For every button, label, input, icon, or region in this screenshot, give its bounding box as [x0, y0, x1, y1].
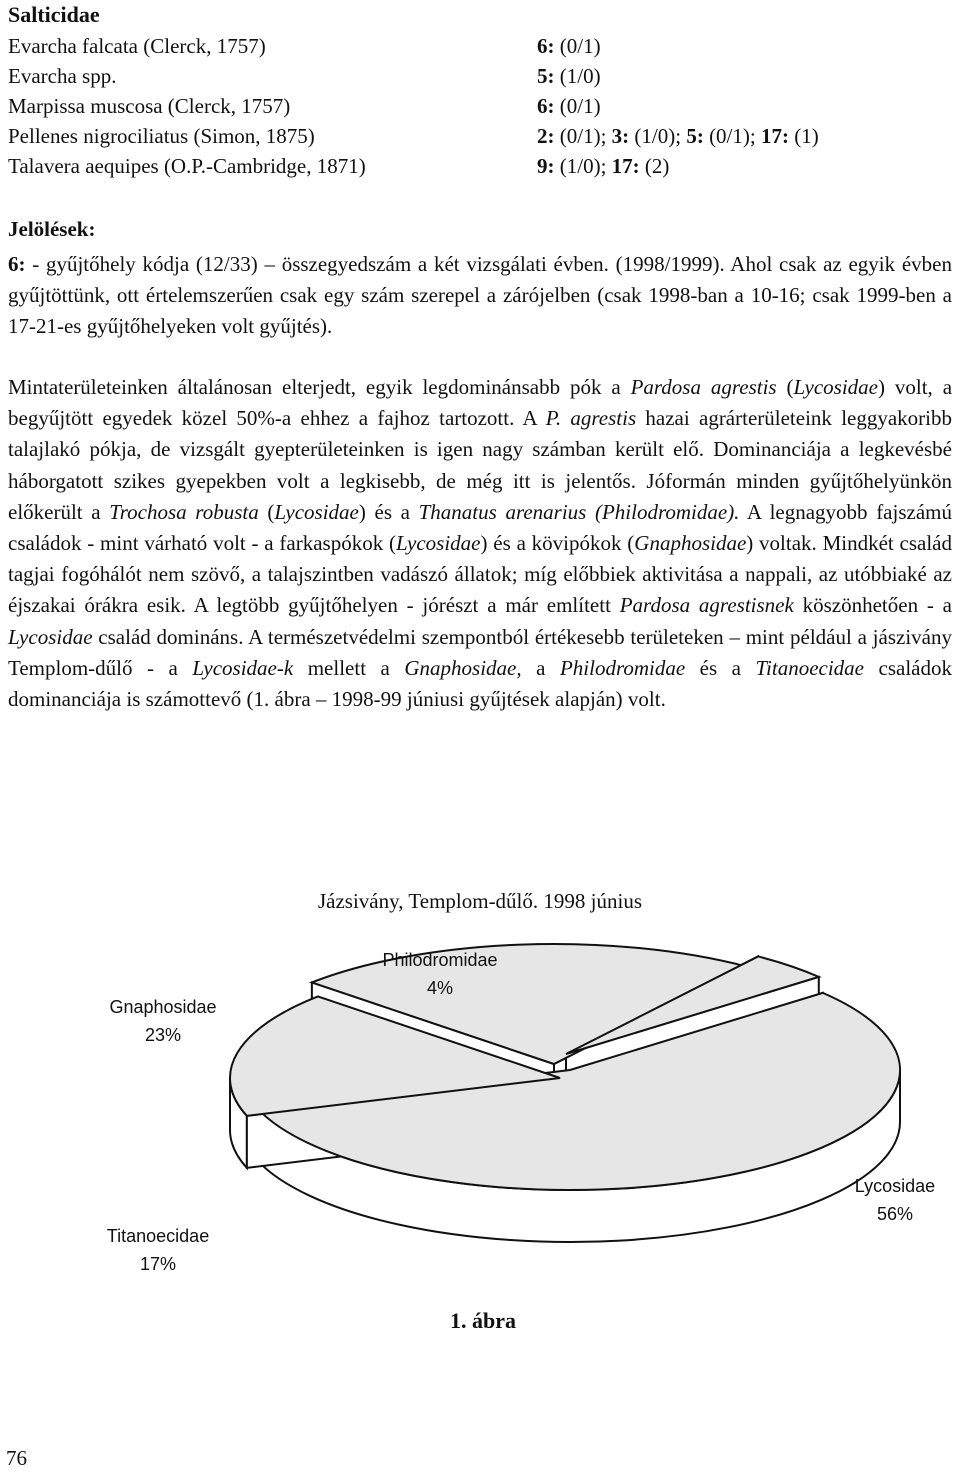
text-run: hazai agrárterületeink leggyakoribb talajlakó pókja, de vizsgált gyepterületeinken is igen nagy számban került elő. Dominanciája a legkevésbé háborgatott szikes gyepekben volt a legkisebb, de még itt is jelentős. Jóformán minden gyűjtőhelyünkön előkerült a [8, 406, 952, 524]
site-code: 6: [537, 94, 555, 118]
slice-value-philodromidae: 4% [426, 978, 454, 998]
site-code: 5: [686, 124, 704, 148]
page-number: 76 [6, 1446, 27, 1470]
section-heading: Salticidae [8, 2, 100, 27]
slice-label-philodromidae: Philodromidae [382, 950, 498, 970]
species-row [8, 61, 948, 91]
site-count: (0/1); [559, 124, 607, 148]
chart-title: Jázsivány, Templom-dűlő. 1998 június [317, 889, 642, 913]
site-count: (0/1) [559, 94, 601, 118]
pie-chart [0, 930, 960, 1290]
site-code: 17: [760, 124, 789, 148]
slice-label-lycosidae: Lycosidae [854, 1176, 936, 1196]
species-name: Evarcha spp. [8, 64, 117, 88]
legend-paragraph [8, 249, 952, 343]
taxon-name: Titanoecidae [755, 655, 865, 680]
species-name: Evarcha falcata (Clerck, 1757) [8, 34, 266, 58]
taxon-name: Lycosidae [793, 375, 879, 399]
slice-value-titanoecidae: 17% [139, 1254, 177, 1274]
site-code: 3: [611, 124, 630, 148]
site-code: 6: [537, 34, 555, 58]
taxon-name: Gnaphosidae, [404, 655, 522, 680]
site-codes [537, 151, 669, 181]
taxon-name: Lycosidae-k [192, 655, 294, 680]
text-run: köszönhetően - a [793, 593, 953, 618]
legend-title: Jelölések: [8, 217, 96, 241]
site-count: (0/1); [709, 124, 756, 148]
species-name: Talavera aequipes (O.P.-Cambridge, 1871) [8, 154, 366, 178]
site-codes [537, 91, 601, 121]
site-codes [537, 121, 819, 151]
site-count: (1/0) [559, 64, 601, 88]
site-code: 5: [537, 64, 555, 88]
species-row [8, 31, 948, 61]
text-run: ) és a [358, 499, 419, 524]
text-run: ) voltak. Mindkét család tagjai fogóhálót nem szövő, a talajszintben vadászó állatok; míg előbbiek aktivitása a nappali, az utóbbiaké az éjszakai órákra esik. A legtöbb gyűjtőhelyen - jórészt a már említett [8, 531, 952, 618]
species-row [8, 121, 948, 151]
taxon-name: Thanatus arenarius (Philodromidae). [418, 499, 740, 524]
text-run: ( [258, 499, 275, 524]
text-run: család domináns. A természetvédelmi szempontból értékesebb területeken – mint például a jászivány Templom-dűlő - a [8, 624, 952, 680]
text-run: ) volt, a begyűjtött egyedek közel 50%-a ehhez a fajhoz tartozott. A [8, 375, 953, 431]
text-run: a [521, 655, 560, 680]
text-run: családok dominanciája is számottevő (1. ábra – 1998-99 júniusi gyűjtések alapján) volt. [8, 655, 952, 712]
taxon-name: Trochosa robusta [109, 499, 259, 524]
site-count: (1) [794, 124, 819, 148]
text-run: és a [685, 655, 756, 680]
taxon-name: Lycosidae [395, 531, 481, 556]
text-run: mellett a [293, 655, 405, 680]
taxon-name: P. agrestis [545, 406, 637, 431]
site-count: (0/1) [559, 34, 601, 58]
legend-text: - gyűjtőhely kódja (12/33) – összegyedszám a két vizsgálati évben. (1998/1999). Ahol csak az egyik évben gyűjtöttünk, ott értelemszerűen csak egy szám szerepel a zárójelben (csak 1998-ban a 10-16; csak 1999-ben a 17-21-es gyűjtőhelyeken volt gyűjtés). [8, 252, 952, 339]
slice-value-gnaphosidae: 23% [144, 1025, 182, 1045]
species-name: Pellenes nigrociliatus (Simon, 1875) [8, 124, 315, 148]
species-row [8, 151, 948, 181]
taxon-name: Gnaphosidae [634, 531, 747, 556]
species-row [8, 91, 948, 121]
species-name: Marpissa muscosa (Clerck, 1757) [8, 94, 291, 118]
legend-code: 6: [8, 252, 26, 276]
slice-label-gnaphosidae: Gnaphosidae [109, 997, 217, 1017]
species-list [8, 31, 948, 181]
slice-label-titanoecidae: Titanoecidae [106, 1226, 210, 1246]
site-count: (1/0); [634, 124, 682, 148]
taxon-name: Lycosidae [274, 499, 359, 524]
taxon-name: Philodromidae [559, 655, 686, 680]
text-run: A legnagyobb fajszámú családok - mint várható volt - a farkaspókok ( [8, 499, 952, 556]
taxon-name: Lycosidae [8, 624, 93, 649]
site-count: (2) [644, 154, 670, 178]
site-codes [537, 61, 601, 91]
text-run: ( [776, 375, 794, 399]
taxon-name: Pardosa agrestisnek [619, 593, 794, 618]
site-code: 17: [611, 154, 640, 178]
slice-value-lycosidae: 56% [876, 1204, 914, 1224]
site-code: 2: [537, 124, 555, 148]
site-code: 9: [537, 154, 555, 178]
text-run: Mintaterületeinken általánosan elterjedt, egyik legdominánsabb pók a [8, 375, 631, 399]
taxon-name: Pardosa agrestis [630, 375, 777, 399]
figure-caption: 1. ábra [450, 1308, 516, 1333]
site-count: (1/0); [559, 154, 607, 178]
body-paragraph [8, 372, 952, 715]
text-run: ) és a kövipókok ( [480, 531, 635, 556]
site-codes [537, 31, 601, 61]
